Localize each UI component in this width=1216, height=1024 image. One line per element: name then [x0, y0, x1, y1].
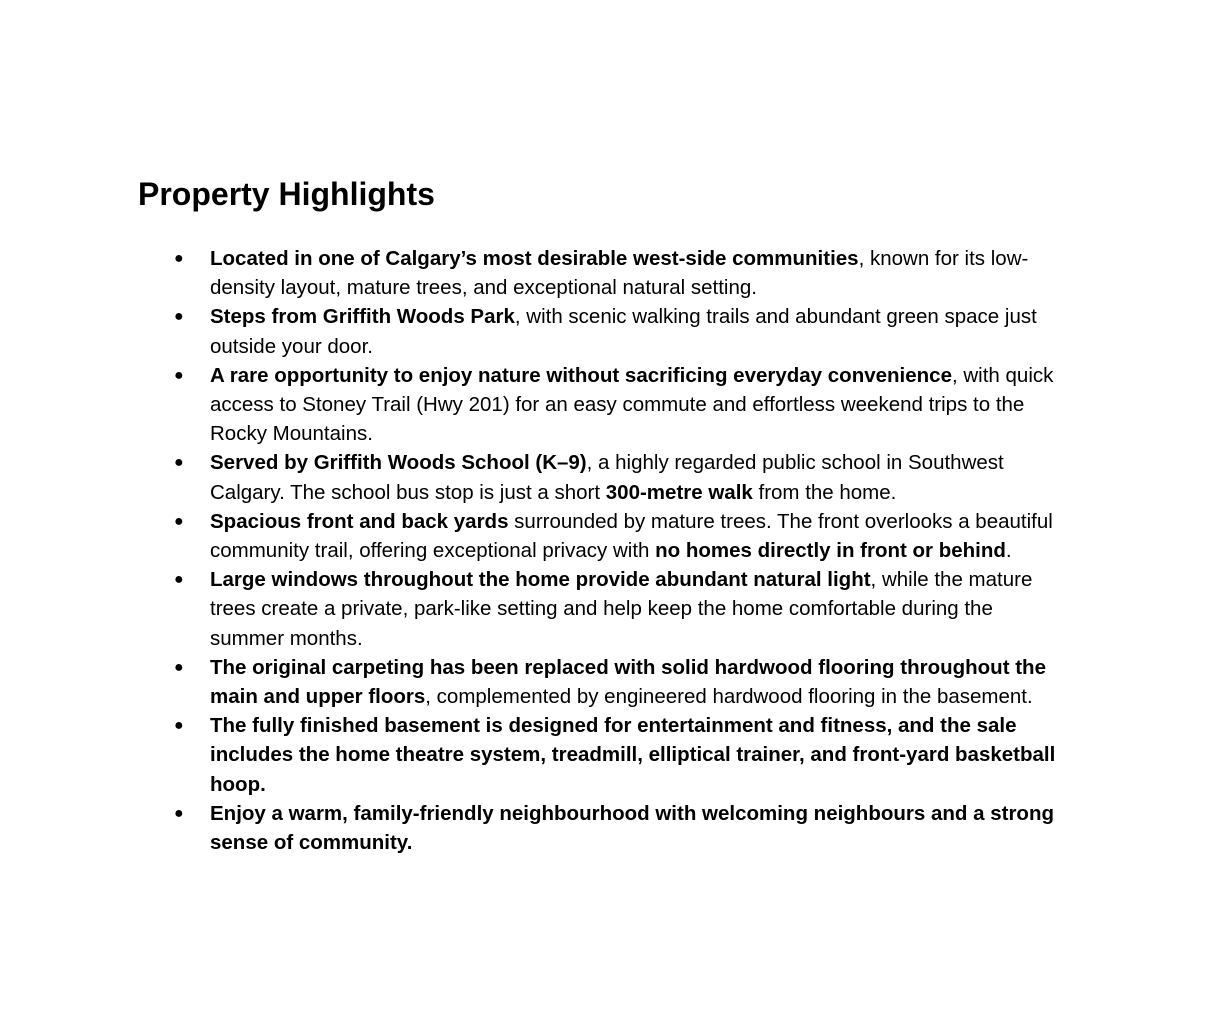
list-item-bold-text: 300-metre walk [605, 480, 753, 504]
bullet-icon: ● [174, 250, 184, 267]
list-item-bold-text: Enjoy a warm, family-friendly neighbourhood with welcoming neighbours and a strong sense of community. [210, 801, 1054, 855]
bullet-icon: ● [174, 571, 184, 589]
list-item-text: , known for its low-density layout, mature trees, and exceptional natural setting. [210, 247, 1029, 300]
bullet-icon: ● [174, 366, 184, 384]
list-item-bold-text: Served by Griffith Woods School (K–9) [210, 451, 587, 475]
list-item-bold-text: Located in one of Calgary’s most desirable west-side communities [210, 247, 859, 270]
list-item-bold-text: Steps from Griffith Woods Park [210, 305, 515, 329]
list-item [138, 244, 1070, 302]
list-item-text: from the home. [752, 480, 897, 504]
list-item [138, 448, 1070, 506]
list-item-text: surrounded by mature trees. The front overlooks a beautiful community trail, offering exceptional privacy with [210, 509, 1053, 563]
list-item-text: , complemented by engineered hardwood flooring in the basement. [425, 685, 1033, 709]
list-item [138, 799, 1070, 857]
list-item [138, 361, 1070, 449]
list-item [138, 507, 1070, 565]
bullet-icon: ● [174, 308, 184, 326]
list-item [138, 711, 1070, 799]
list-item-bold-text: Large windows throughout the home provide abundant natural light [210, 568, 871, 592]
highlights-list [138, 244, 1078, 857]
list-item [138, 565, 1070, 653]
list-item-bold-text: no homes directly in front or behind [655, 539, 1006, 563]
bullet-icon: ● [174, 717, 184, 735]
list-item-text: , while the mature trees create a private, park-like setting and help keep the home comfortable during the summer months. [210, 568, 1033, 650]
list-item [138, 302, 1070, 360]
bullet-icon: ● [174, 658, 184, 676]
list-item [138, 653, 1070, 711]
list-item-bold-text: The fully finished basement is designed for entertainment and fitness, and the sale includes the home theatre system, treadmill, elliptical trainer, and front-yard basketball hoop. [210, 714, 1056, 796]
bullet-icon: ● [174, 804, 184, 822]
page-title: Property Highlights [138, 176, 435, 212]
list-item-bold-text: A rare opportunity to enjoy nature without sacrificing everyday convenience [210, 363, 952, 387]
bullet-icon: ● [174, 512, 184, 530]
list-item-bold-text: Spacious front and back yards [210, 509, 509, 533]
list-item-text: , a highly regarded public school in Southwest Calgary. The school bus stop is just a short [210, 451, 1004, 504]
list-item-bold-text: The original carpeting has been replaced with solid hardwood flooring throughout the main and upper floors [210, 655, 1046, 709]
document-page [138, 170, 1078, 857]
bullet-icon: ● [174, 454, 184, 472]
list-item-text: , with quick access to Stoney Trail (Hwy 201) for an easy commute and effortless weekend trips to the Rocky Mountains. [210, 363, 1054, 446]
list-item-text: . [1005, 539, 1012, 563]
list-item-text: , with scenic walking trails and abundant green space just outside your door. [210, 305, 1037, 358]
